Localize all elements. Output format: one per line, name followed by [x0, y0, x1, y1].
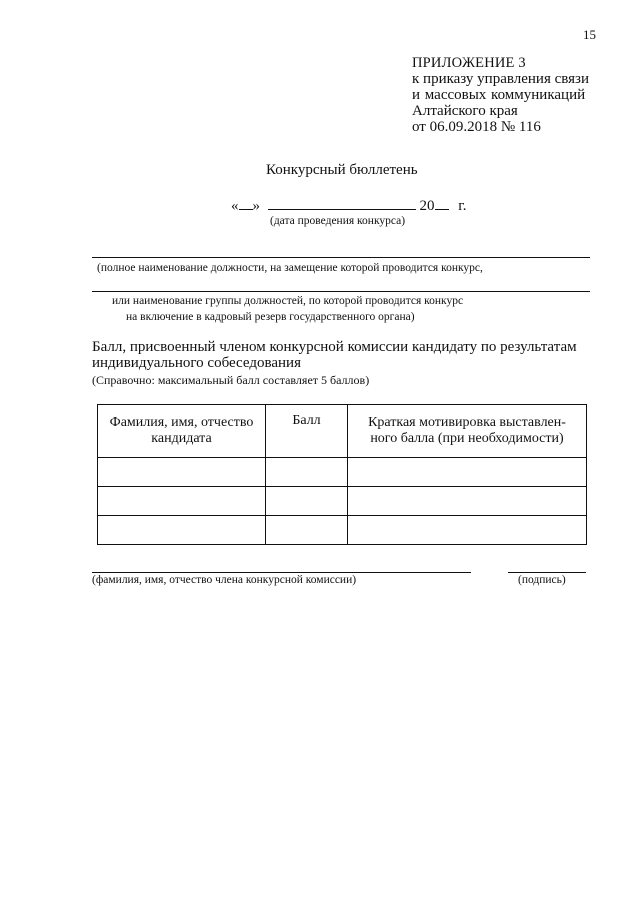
header-score: Балл [266, 405, 348, 458]
header-candidate-name: Фамилия, имя, отчество кандидата [98, 405, 266, 458]
score-cell[interactable] [266, 487, 348, 516]
form-title: Конкурсный бюллетень [266, 162, 418, 178]
appendix-line: Алтайского края [412, 103, 518, 119]
close-quote: » [252, 198, 260, 214]
open-quote: « [231, 198, 239, 214]
date-field [231, 197, 466, 215]
score-cell[interactable] [266, 458, 348, 487]
day-blank [239, 197, 253, 210]
justification-cell[interactable] [348, 458, 587, 487]
page-number: 15 [583, 27, 596, 42]
position-caption-1: (полное наименование должности, на замещение которой проводится конкурс, [97, 262, 483, 274]
table-header-row [98, 405, 587, 458]
candidate-name-cell[interactable] [98, 458, 266, 487]
header-justification: Краткая мотивировка выставлен-ного балла (при необходимости) [348, 405, 587, 458]
table-row [98, 458, 587, 487]
appendix-block [412, 55, 589, 135]
table-row [98, 516, 587, 545]
appendix-line: и массовых коммуникаций [412, 87, 586, 103]
justification-cell[interactable] [348, 516, 587, 545]
appendix-title: ПРИЛОЖЕНИЕ 3 [412, 55, 526, 71]
table-row [98, 487, 587, 516]
candidate-name-cell[interactable] [98, 516, 266, 545]
month-blank [268, 197, 416, 210]
member-name-line [92, 572, 471, 573]
signature-line [508, 572, 586, 573]
position-line-2 [92, 291, 590, 292]
appendix-line: к приказу управления связи [412, 71, 589, 87]
score-table [97, 404, 587, 545]
position-line-1 [92, 257, 590, 258]
signature-caption: (подпись) [518, 574, 566, 586]
year-suffix: г. [458, 198, 467, 214]
score-heading: Балл, присвоенный членом конкурсной комиссии кандидату по результатам индивидуального собеседования [92, 339, 577, 371]
position-caption-2: или наименование группы должностей, по которой проводится конкурс [112, 295, 464, 307]
appendix-date-line: от 06.09.2018 № 116 [412, 119, 541, 135]
year-blank [435, 197, 449, 210]
score-cell[interactable] [266, 516, 348, 545]
candidate-name-cell[interactable] [98, 487, 266, 516]
position-caption-3: на включение в кадровый резерв государственного органа) [126, 311, 415, 323]
year-prefix: 20 [419, 198, 435, 214]
justification-cell[interactable] [348, 487, 587, 516]
date-caption: (дата проведения конкурса) [270, 215, 406, 227]
member-name-caption: (фамилия, имя, отчество члена конкурсной комиссии) [92, 574, 357, 586]
score-note: (Справочно: максимальный балл составляет 5 баллов) [92, 373, 370, 387]
